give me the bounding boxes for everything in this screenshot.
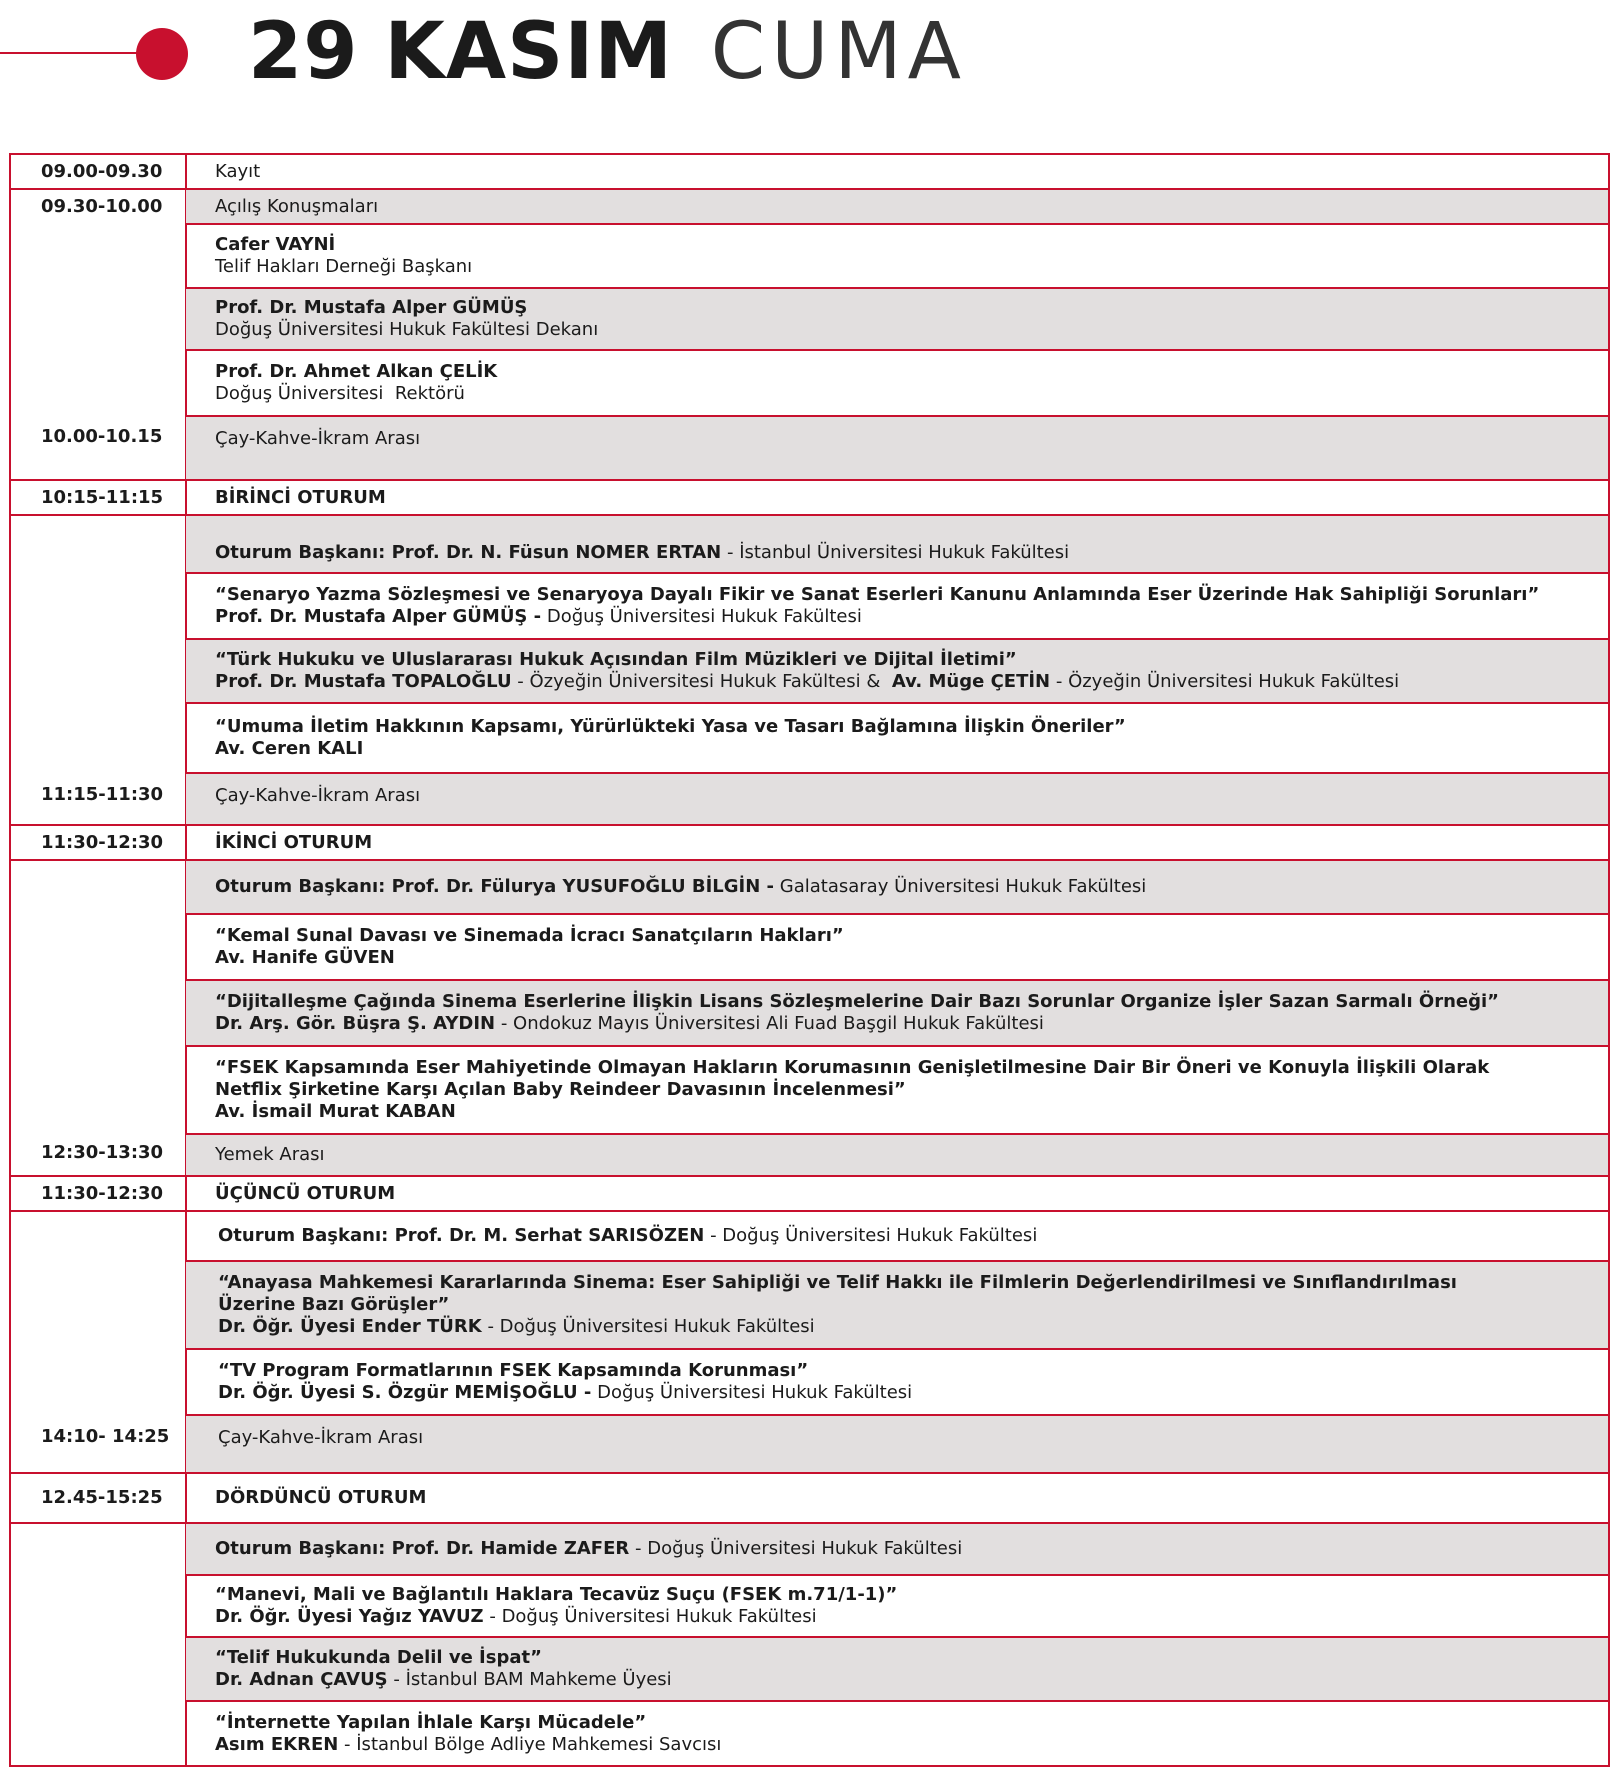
talk-row — [186, 572, 1608, 638]
time-cell: 11:30-12:30 — [41, 831, 164, 853]
session-heading — [186, 826, 1608, 859]
break-row — [186, 1414, 1608, 1472]
chair-name: Oturum Başkanı: Prof. Dr. Hamide ZAFER — [215, 1538, 630, 1559]
talk-title: “TV Program Formatlarının FSEK Kapsamında Korunması” — [218, 1360, 809, 1381]
talk-title: “Manevi, Mali ve Bağlantılı Haklara Tecavüz Suçu (FSEK m.71/1-1)” — [215, 1584, 898, 1605]
talk-row — [186, 702, 1608, 772]
chair-affiliation: - İstanbul Üniversitesi Hukuk Fakültesi — [721, 542, 1070, 563]
session-title: BİRİNCİ OTURUM — [215, 486, 386, 508]
talk-speaker: Av. İsmail Murat KABAN — [215, 1101, 456, 1122]
time-cell: 09.00-09.30 — [41, 160, 163, 182]
title-month: KASIM — [384, 7, 673, 97]
talk-affiliation: - Doğuş Üniversitesi Hukuk Fakültesi — [481, 1316, 815, 1337]
speaker-role: Telif Hakları Derneği Başkanı — [215, 256, 473, 277]
program-row — [186, 155, 1608, 188]
talk-affiliation: Doğuş Üniversitesi Hukuk Fakültesi — [541, 606, 862, 627]
speaker-row — [186, 287, 1608, 349]
speaker-name: Prof. Dr. Mustafa Alper GÜMÜŞ — [215, 297, 528, 318]
title-day-number: 29 — [248, 7, 359, 97]
talk-title: “FSEK Kapsamında Eser Mahiyetinde Olmayan Hakların Korumasının Genişletilmesine Dair Bir Öneri ve Konuyla İlişkili Olarak — [215, 1057, 1490, 1078]
time-cell: 10.00-10.15 — [41, 426, 163, 447]
talk-row — [186, 1348, 1608, 1414]
talk-affiliation: - İstanbul BAM Mahkeme Üyesi — [387, 1669, 672, 1690]
chair-row — [186, 1212, 1608, 1260]
chair-row — [186, 861, 1608, 913]
session-heading — [186, 481, 1608, 514]
talk-speaker: Dr. Öğr. Üyesi S. Özgür MEMİŞOĞLU - — [218, 1382, 592, 1403]
talk-row — [186, 1045, 1608, 1133]
talk-title: “Anayasa Mahkemesi Kararlarında Sinema: Eser Sahipliği ve Telif Hakkı ile Filmlerin Değerlendirilmesi ve Sınıflandırılması — [218, 1272, 1457, 1293]
talk-affiliation: - Doğuş Üniversitesi Hukuk Fakültesi — [483, 1606, 817, 1627]
program-table — [9, 153, 1610, 1767]
break-row — [186, 772, 1608, 824]
speaker-role: Doğuş Üniversitesi Hukuk Fakültesi Dekanı — [215, 319, 599, 340]
talk-speaker: Asım EKREN — [215, 1733, 339, 1755]
chair-row — [186, 516, 1608, 572]
talk-affiliation: - Özyeğin Üniversitesi Hukuk Fakültesi & — [511, 671, 892, 692]
talk-row — [186, 1700, 1608, 1765]
row-text: Çay-Kahve-İkram Arası — [215, 428, 421, 449]
talk-speaker: Dr. Adnan ÇAVUŞ — [215, 1669, 388, 1690]
header-accent-dot — [136, 28, 188, 80]
talk-affiliation: Doğuş Üniversitesi Hukuk Fakültesi — [591, 1382, 913, 1403]
talk-title: “Umuma İletim Hakkının Kapsamı, Yürürlükteki Yasa ve Tasarı Bağlamına İlişkin Öneriler” — [215, 716, 1126, 737]
talk-title: “Telif Hukukunda Delil ve İspat” — [215, 1647, 542, 1668]
speaker-name: Cafer VAYNİ — [215, 234, 336, 255]
row-text: Çay-Kahve-İkram Arası — [215, 785, 421, 806]
talk-speaker: Dr. Öğr. Üyesi Ender TÜRK — [218, 1316, 482, 1337]
speaker-row — [186, 349, 1608, 415]
session-title: ÜÇÜNCÜ OTURUM — [215, 1182, 396, 1204]
talk-speaker: Av. Müge ÇETİN — [891, 671, 1051, 692]
talk-row — [186, 1260, 1608, 1348]
talk-speaker: Av. Hanife GÜVEN — [215, 947, 395, 968]
chair-row — [186, 1524, 1608, 1574]
time-cell: 09.30-10.00 — [41, 195, 163, 217]
row-text: Kayıt — [215, 160, 261, 182]
session-title: İKİNCİ OTURUM — [215, 831, 373, 853]
row-text: Yemek Arası — [215, 1144, 325, 1165]
talk-title: “Kemal Sunal Davası ve Sinemada İcracı Sanatçıların Hakları” — [215, 925, 844, 946]
talk-speaker: Dr. Arş. Gör. Büşra Ş. AYDIN — [215, 1013, 496, 1034]
chair-name: Oturum Başkanı: Prof. Dr. M. Serhat SARISÖZEN — [218, 1225, 705, 1246]
speaker-role: Doğuş Üniversitesi Rektörü — [215, 383, 465, 404]
talk-title: “Dijitalleşme Çağında Sinema Eserlerine İlişkin Lisans Sözleşmelerine Dair Bazı Sorunlar Organize İşler Sazan Sarmalı Örneği” — [215, 991, 1499, 1012]
program-row — [186, 190, 1608, 223]
page-title — [248, 2, 967, 102]
break-row — [186, 415, 1608, 479]
talk-affiliation: - Özyeğin Üniversitesi Hukuk Fakültesi — [1050, 671, 1400, 692]
chair-name: Oturum Başkanı: Prof. Dr. N. Füsun NOMER ERTAN — [215, 542, 722, 563]
talk-speaker: Prof. Dr. Mustafa Alper GÜMÜŞ - — [215, 606, 542, 627]
break-row — [186, 1133, 1608, 1175]
chair-name: Oturum Başkanı: Prof. Dr. Fülurya YUSUFOĞLU BİLGİN - — [215, 876, 775, 897]
talk-speaker: Av. Ceren KALI — [215, 738, 364, 759]
speaker-name: Prof. Dr. Ahmet Alkan ÇELİK — [215, 361, 498, 382]
title-weekday: CUMA — [710, 7, 967, 97]
talk-title-cont: Netflix Şirketine Karşı Açılan Baby Reindeer Davasının İncelenmesi” — [215, 1079, 906, 1100]
talk-speaker: Dr. Öğr. Üyesi Yağız YAVUZ — [215, 1606, 484, 1627]
talk-title: “İnternette Yapılan İhlale Karşı Mücadele” — [215, 1711, 647, 1733]
talk-row — [186, 1636, 1608, 1700]
time-cell: 11:30-12:30 — [41, 1182, 164, 1204]
row-text: Çay-Kahve-İkram Arası — [218, 1427, 424, 1448]
chair-affiliation: - Doğuş Üniversitesi Hukuk Fakültesi — [704, 1225, 1038, 1246]
session-heading — [186, 1474, 1608, 1522]
time-cell: 12.45-15:25 — [41, 1487, 163, 1508]
talk-row — [186, 1574, 1608, 1636]
talk-title: “Senaryo Yazma Sözleşmesi ve Senaryoya Dayalı Fikir ve Sanat Eserleri Kanunu Anlamında Eser Üzerinde Hak Sahipliği Sorunları” — [215, 584, 1540, 605]
chair-affiliation: - Doğuş Üniversitesi Hukuk Fakültesi — [629, 1538, 963, 1559]
page-header — [0, 0, 1624, 110]
time-cell: 14:10- 14:25 — [41, 1426, 170, 1447]
talk-row — [186, 913, 1608, 979]
time-cell: 11:15-11:30 — [41, 784, 164, 805]
row-text: Açılış Konuşmaları — [215, 195, 379, 217]
talk-title-cont: Üzerine Bazı Görüşler” — [218, 1294, 450, 1315]
chair-affiliation: Galatasaray Üniversitesi Hukuk Fakültesi — [774, 876, 1147, 897]
talk-speaker: Prof. Dr. Mustafa TOPALOĞLU — [215, 671, 512, 692]
time-cell: 12:30-13:30 — [41, 1142, 164, 1163]
talk-title: “Türk Hukuku ve Uluslararası Hukuk Açısından Film Müzikleri ve Dijital İletimi” — [215, 649, 1017, 670]
time-cell: 10:15-11:15 — [41, 486, 164, 508]
talk-affiliation: - İstanbul Bölge Adliye Mahkemesi Savcısı — [338, 1733, 722, 1755]
speaker-row — [186, 223, 1608, 287]
talk-row — [186, 638, 1608, 702]
talk-row — [186, 979, 1608, 1045]
talk-affiliation: - Ondokuz Mayıs Üniversitesi Ali Fuad Başgil Hukuk Fakültesi — [495, 1013, 1044, 1034]
session-title: DÖRDÜNCÜ OTURUM — [215, 1487, 427, 1508]
session-heading — [186, 1177, 1608, 1210]
header-accent-line — [0, 52, 150, 54]
